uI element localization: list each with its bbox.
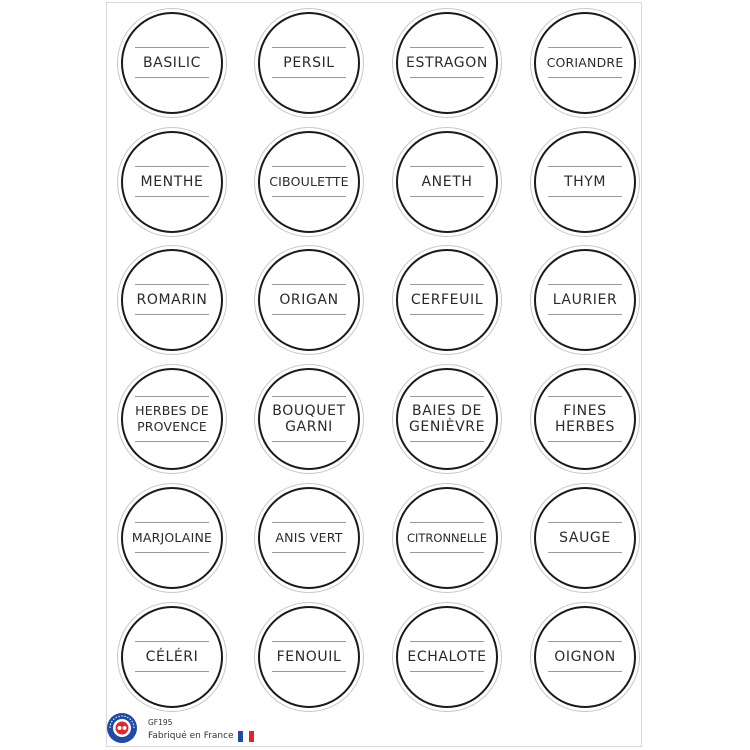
label-text: MARJOLAINE	[131, 530, 213, 545]
french-flag-icon	[238, 731, 254, 742]
brand-seal-icon	[106, 712, 138, 744]
label-text: SAUGE	[559, 530, 611, 546]
label-text: THYM	[563, 174, 607, 190]
spice-label	[121, 249, 223, 351]
label-text: CIBOULETTE	[269, 174, 349, 189]
label-text: PERSIL	[283, 55, 335, 71]
label-text: BASILIC	[142, 55, 202, 71]
product-code: GF195	[148, 718, 173, 727]
spice-label	[258, 131, 360, 233]
spice-label	[396, 487, 498, 589]
label-text: ECHALOTE	[407, 649, 487, 665]
spice-label	[396, 131, 498, 233]
spice-label	[534, 368, 636, 470]
label-text: BAIES DE GENIÈVRE	[408, 403, 486, 435]
spice-label	[396, 606, 498, 708]
label-text: HERBES DE PROVENCE	[135, 403, 209, 434]
label-text: FENOUIL	[276, 649, 342, 665]
label-text: CITRONNELLE	[406, 531, 488, 545]
label-text: ESTRAGON	[406, 55, 488, 71]
spice-label	[534, 249, 636, 351]
spice-label	[121, 131, 223, 233]
label-text: ORIGAN	[279, 292, 339, 308]
spice-label	[121, 12, 223, 114]
label-text: OIGNON	[554, 649, 616, 665]
spice-label	[534, 131, 636, 233]
spice-label	[396, 249, 498, 351]
spice-label	[121, 368, 223, 470]
spice-label	[258, 368, 360, 470]
spice-label	[121, 606, 223, 708]
label-text: CERFEUIL	[410, 292, 484, 308]
spice-label	[534, 606, 636, 708]
spice-label	[258, 249, 360, 351]
spice-label	[534, 487, 636, 589]
spice-label	[258, 606, 360, 708]
label-text: ANETH	[421, 174, 473, 190]
spice-label	[396, 368, 498, 470]
label-text: MENTHE	[140, 174, 204, 190]
spice-label	[534, 12, 636, 114]
spice-label	[258, 12, 360, 114]
spice-label	[258, 487, 360, 589]
made-in-text: Fabriqué en France	[148, 731, 234, 741]
spice-label	[121, 487, 223, 589]
label-text: CÉLÉRI	[145, 649, 199, 665]
label-text: FINES HERBES	[554, 403, 616, 435]
label-text: ROMARIN	[136, 292, 208, 308]
label-text: BOUQUET GARNI	[272, 403, 346, 435]
label-text: ANIS VERT	[275, 530, 343, 545]
label-text: CORIANDRE	[546, 55, 624, 70]
label-text: LAURIER	[552, 292, 618, 308]
spice-label	[396, 12, 498, 114]
